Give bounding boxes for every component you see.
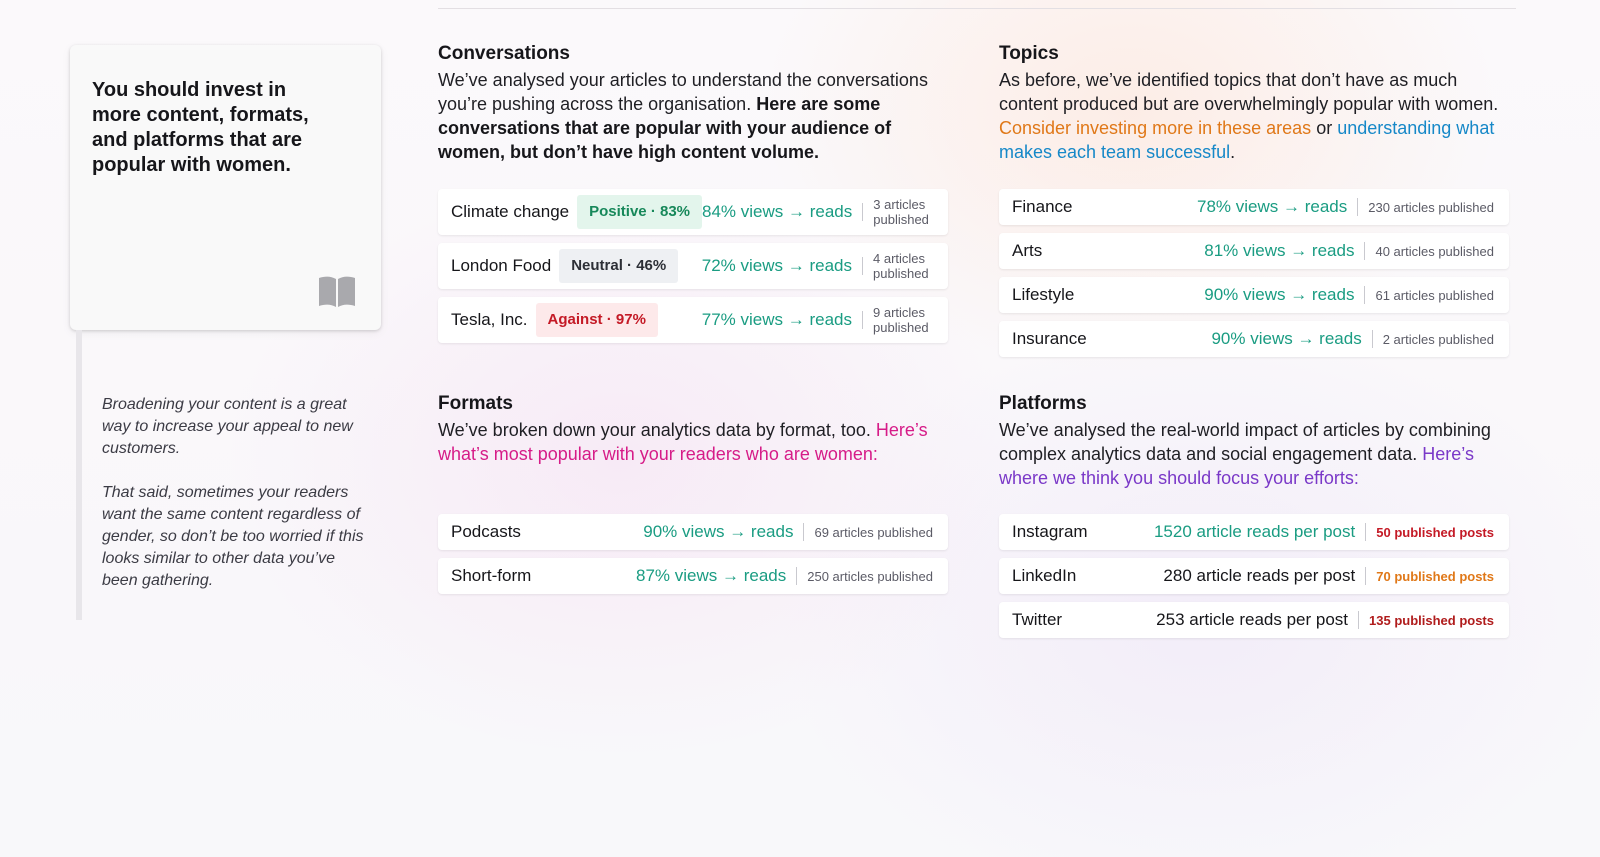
topics-desc-plain: As before, we’ve identified topics that don’t have as much content produced but are overwhelmingly popular with women. <box>999 70 1499 114</box>
topic-name: Lifestyle <box>1012 285 1075 304</box>
platform-name: Instagram <box>1012 522 1088 541</box>
articles-count: 61 articles published <box>1375 287 1494 303</box>
format-row-short-form[interactable] <box>438 558 948 594</box>
platforms-title: Platforms <box>999 393 1087 414</box>
row-separator <box>1358 611 1359 629</box>
published-posts-count: 135 published posts <box>1369 612 1494 628</box>
articles-count: 69 articles published <box>814 524 933 540</box>
conversation-name: Tesla, Inc. <box>451 310 528 329</box>
conversations-desc-plain: We’ve analysed your articles to understand the conversations you’re pushing across the organisation. <box>438 70 928 114</box>
articles-count: 4 articles published <box>873 251 929 281</box>
topics-desc-or: or <box>1316 118 1333 138</box>
format-name: Podcasts <box>451 522 521 541</box>
platforms-list <box>999 514 1509 646</box>
reads-per-post-metric: 253 article reads per post <box>1156 610 1349 629</box>
book-icon <box>317 274 357 308</box>
row-separator <box>862 203 863 221</box>
conversations-title: Conversations <box>438 43 570 64</box>
platforms-description <box>999 418 1509 490</box>
published-posts-count: 50 published posts <box>1376 524 1494 540</box>
topics-section <box>999 42 1509 348</box>
articles-count: 2 articles published <box>1382 331 1494 347</box>
reads-per-post-metric: 280 article reads per post <box>1163 566 1356 585</box>
articles-count: 250 articles published <box>807 568 933 584</box>
views-reads-metric: 72% views → reads <box>701 256 852 275</box>
platform-name: LinkedIn <box>1012 566 1077 585</box>
side-note-paragraph-1: Broadening your content is a great way to increase your appeal to new customers. <box>102 396 353 457</box>
formats-desc-plain: We’ve broken down your analytics data by format, too. <box>438 420 871 440</box>
formats-section <box>438 392 948 585</box>
topics-list <box>999 189 1509 365</box>
row-separator <box>1365 523 1366 541</box>
conversation-row-climate-change[interactable] <box>438 189 948 235</box>
topic-row-finance[interactable] <box>999 189 1509 225</box>
articles-count: 40 articles published <box>1375 243 1494 259</box>
formats-title: Formats <box>438 393 513 414</box>
platforms-desc-highlight: Here’s where we think you should focus your efforts: <box>999 444 1474 488</box>
topics-link-invest[interactable]: Consider investing more in these areas <box>999 118 1312 138</box>
views-reads-metric: 90% views → reads <box>1211 329 1362 348</box>
reads-per-post-metric: 1520 article reads per post <box>1153 522 1356 541</box>
platform-row-instagram[interactable] <box>999 514 1509 550</box>
topics-title: Topics <box>999 43 1059 64</box>
topic-row-lifestyle[interactable] <box>999 277 1509 313</box>
row-separator <box>1365 567 1366 585</box>
conversation-name: London Food <box>451 256 552 275</box>
topics-description <box>999 68 1509 164</box>
formats-desc-highlight: Here’s what’s most popular with your readers who are women: <box>438 420 928 464</box>
topic-row-insurance[interactable] <box>999 321 1509 357</box>
row-separator <box>796 567 797 585</box>
row-separator <box>1364 242 1365 260</box>
formats-list <box>438 514 948 602</box>
format-row-podcasts[interactable] <box>438 514 948 550</box>
platform-row-twitter[interactable] <box>999 602 1509 638</box>
articles-count: 3 articles published <box>873 197 929 227</box>
platform-name: Twitter <box>1012 610 1063 629</box>
views-reads-metric: 81% views → reads <box>1204 241 1355 260</box>
row-separator <box>1357 198 1358 216</box>
views-reads-metric: 90% views → reads <box>643 522 794 541</box>
articles-count: 9 articles published <box>873 305 929 335</box>
format-name: Short-form <box>451 566 532 585</box>
conversation-name: Climate change <box>451 202 570 221</box>
sentiment-badge-positive: Positive · 83% <box>577 195 702 229</box>
sentiment-badge-against: Against · 97% <box>536 303 658 337</box>
conversation-row-london-food[interactable] <box>438 243 948 289</box>
topic-name: Insurance <box>1012 329 1087 348</box>
side-note <box>102 394 367 614</box>
top-divider <box>438 8 1516 9</box>
topic-row-arts[interactable] <box>999 233 1509 269</box>
conversations-list <box>438 189 948 351</box>
platforms-section <box>999 392 1509 629</box>
side-note-bar <box>76 330 82 620</box>
conversations-description <box>438 68 948 164</box>
row-separator <box>862 311 863 329</box>
views-reads-metric: 90% views → reads <box>1204 285 1355 304</box>
conversation-row-tesla[interactable] <box>438 297 948 343</box>
sentiment-badge-neutral: Neutral · 46% <box>559 249 678 283</box>
views-reads-metric: 84% views → reads <box>702 202 853 221</box>
articles-count: 230 articles published <box>1368 199 1494 215</box>
side-note-paragraph-2: That said, sometimes your readers want the same content regardless of gender, so don’t be too worried if this looks similar to other data you’ve been gathering. <box>102 484 364 589</box>
topic-name: Arts <box>1012 241 1043 260</box>
views-reads-metric: 78% views → reads <box>1197 197 1348 216</box>
formats-description <box>438 418 948 466</box>
row-separator <box>862 257 863 275</box>
views-reads-metric: 77% views → reads <box>701 310 852 329</box>
conversations-section <box>438 42 948 335</box>
row-separator <box>803 523 804 541</box>
row-separator <box>1372 330 1373 348</box>
views-reads-metric: 87% views → reads <box>636 566 787 585</box>
topics-desc-end: . <box>1230 142 1236 162</box>
conversations-desc-bold: Here are some conversations that are popular with your audience of women, but don’t have high content volume. <box>438 94 892 162</box>
published-posts-count: 70 published posts <box>1376 568 1494 584</box>
insight-card <box>70 45 381 330</box>
platform-row-linkedin[interactable] <box>999 558 1509 594</box>
row-separator <box>1364 286 1365 304</box>
topics-link-team-success[interactable]: understanding what makes each team successful <box>999 118 1495 162</box>
platforms-desc-plain: We’ve analysed the real-world impact of articles by combining complex analytics data and social engagement data. <box>999 420 1491 464</box>
insight-title: You should invest in more content, formats, and platforms that are popular with women. <box>92 79 309 176</box>
topic-name: Finance <box>1012 197 1073 216</box>
